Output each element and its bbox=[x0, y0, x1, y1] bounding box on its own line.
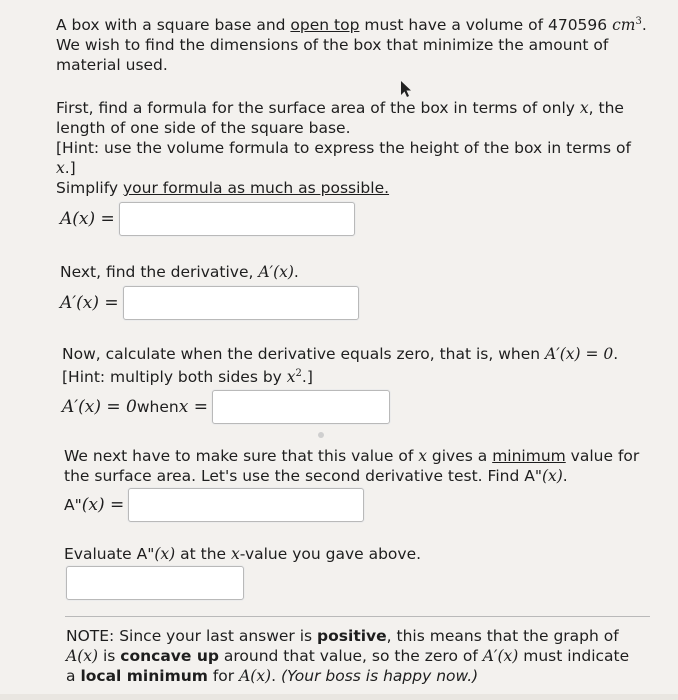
step1-hint: [Hint: use the volume formula to express the height of the box in terms of x.] bbox=[56, 139, 631, 177]
xzero-answer-row bbox=[62, 390, 422, 424]
step-surface-area bbox=[56, 98, 666, 198]
ax-label: A(x) = bbox=[60, 209, 115, 229]
note-line-2: A(x) is concave up around that value, so the zero of A′(x) must indicate bbox=[66, 647, 630, 665]
intro-line-3: material used. bbox=[56, 56, 168, 75]
problem-intro bbox=[56, 12, 666, 75]
note bbox=[66, 626, 666, 686]
bottom-edge bbox=[0, 694, 678, 700]
xzero-answer-input[interactable] bbox=[212, 390, 390, 424]
step-second-derivative bbox=[64, 446, 674, 486]
ax-answer-row bbox=[60, 202, 370, 236]
faint-mark bbox=[318, 432, 324, 438]
aprime-answer-input[interactable] bbox=[123, 286, 359, 320]
adouble-answer-input[interactable] bbox=[128, 488, 364, 522]
note-line-1: NOTE: Since your last answer is positive, this means that the graph of bbox=[66, 627, 619, 645]
step4-line-1: We next have to make sure that this value of x gives a minimum value for bbox=[64, 447, 640, 465]
aprime-label: A′(x) = bbox=[60, 293, 119, 313]
step3-hint: [Hint: multiply both sides by $x^2$.] bbox=[62, 368, 313, 387]
adouble-answer-row bbox=[64, 488, 374, 522]
evaluate-answer-input[interactable] bbox=[66, 566, 244, 600]
adouble-label: A" (x) = bbox=[64, 495, 125, 515]
ax-answer-input[interactable] bbox=[119, 202, 355, 236]
intro-line-2: We wish to find the dimensions of the box that minimize the amount of bbox=[56, 36, 609, 55]
note-line-3: a local minimum for A(x). (Your boss is happy now.) bbox=[66, 667, 479, 685]
step-evaluate bbox=[64, 544, 674, 564]
aprime-answer-row bbox=[60, 286, 370, 320]
step1-simplify: Simplify your formula as much as possible. bbox=[56, 179, 390, 197]
section-divider bbox=[65, 616, 650, 617]
step-derivative bbox=[60, 262, 670, 282]
step4-line-2: the surface area. Let's use the second derivative test. Find A"(x). bbox=[64, 467, 568, 485]
step2-text: Next, find the derivative, A′(x). bbox=[60, 263, 299, 281]
step-critical-point bbox=[62, 344, 672, 387]
mouse-cursor-icon bbox=[398, 80, 414, 98]
step3-text: Now, calculate when the derivative equals zero, that is, when A′(x) = 0. bbox=[62, 345, 619, 363]
intro-line-1: A box with a square base and open top must have a volume of 470596 $cm^3$. bbox=[56, 16, 647, 35]
xzero-label: A′(x) = 0 when x = bbox=[62, 397, 208, 417]
step1-line-2: length of one side of the square base. bbox=[56, 119, 351, 137]
step1-line-1: First, find a formula for the surface area of the box in terms of only x, the bbox=[56, 99, 624, 117]
step5-text: Evaluate A"(x) at the x-value you gave above. bbox=[64, 545, 422, 563]
